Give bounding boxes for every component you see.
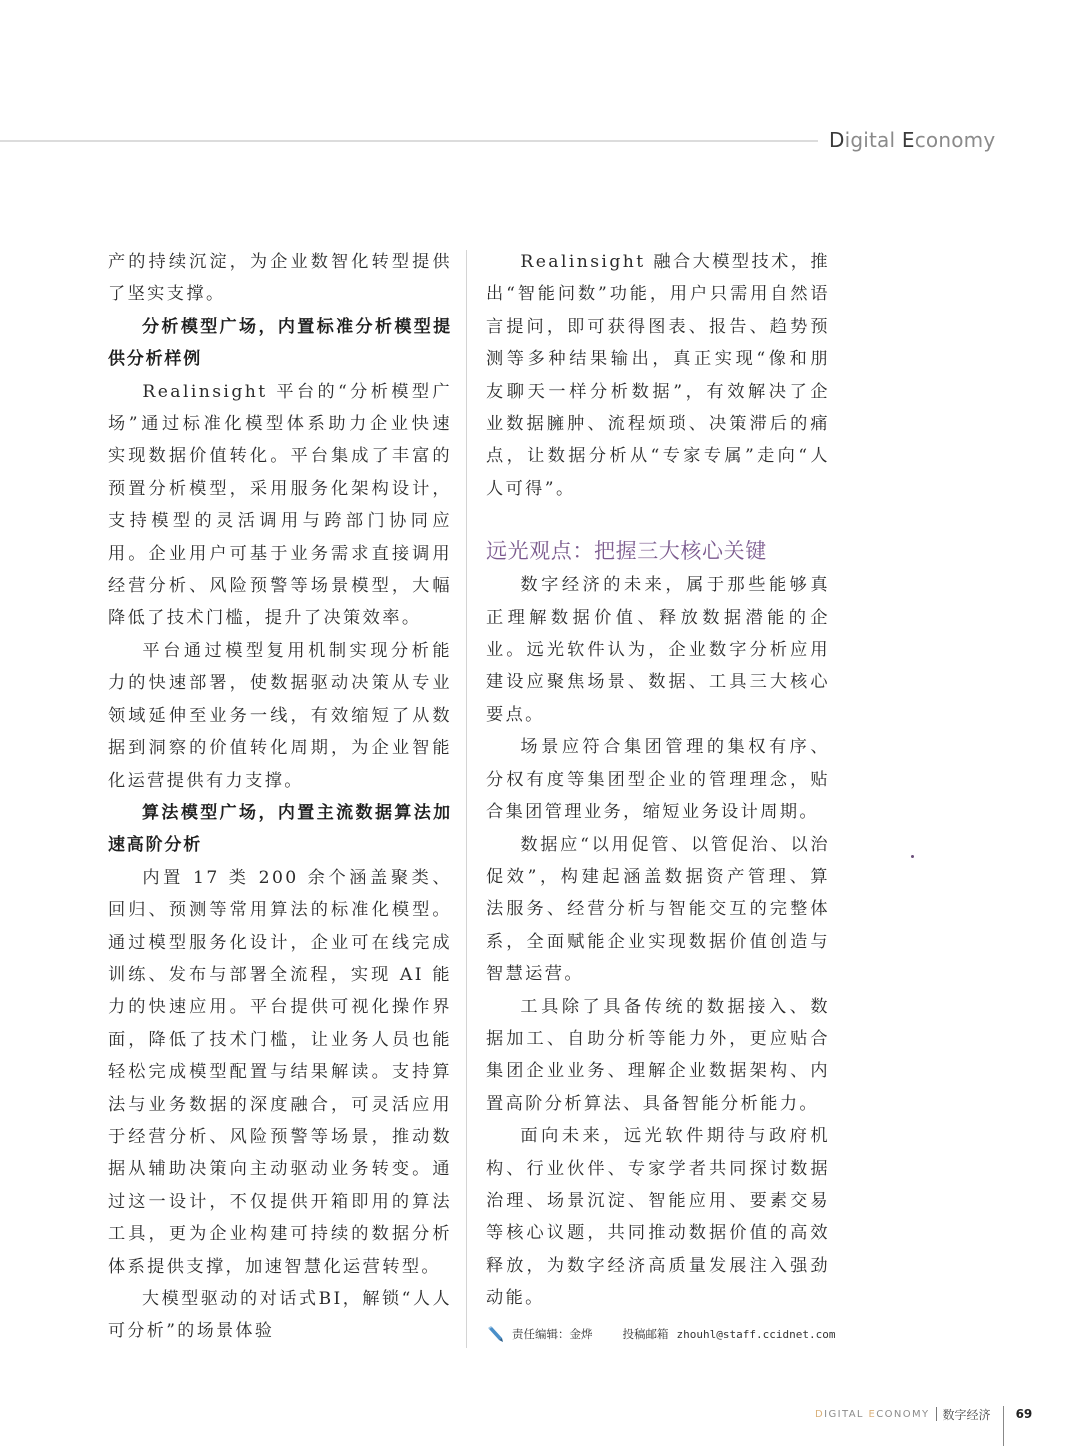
- page-number: 69: [1015, 1407, 1033, 1421]
- paragraph-continued: 产的持续沉淀，为企业数智化转型提供了坚实支撑。: [108, 252, 452, 305]
- paragraph: 数据应“以用促管、以管促治、以治促效”，构建起涵盖数据资产管理、算法服务、经营分析与智能交互的完整体系，全面赋能企业实现数据价值创造与智慧运营。: [486, 834, 830, 985]
- footer-brand: DIGITAL ECONOMY: [815, 1408, 930, 1420]
- header-title-cap-d: D: [829, 128, 845, 152]
- subheading-analysis-model-plaza: 分析模型广场，内置标准分析模型提供分析样例: [108, 316, 452, 370]
- paragraph: 场景应符合集团管理的集权有序、分权有度等集团型企业的管理理念，贴合集团管理业务，缩短业务设计周期。: [486, 737, 830, 823]
- decorative-dot: [911, 855, 914, 858]
- subheading-algorithm-model-plaza: 算法模型广场，内置主流数据算法加速高阶分析: [108, 802, 452, 856]
- paragraph: 数字经济的未来，属于那些能够真正理解数据价值、释放数据潜能的企业。远光软件认为，企业数字分析应用建设应聚焦场景、数据、工具三大核心要点。: [486, 575, 830, 725]
- paragraph: 面向未来，远光软件期待与政府机构、行业伙伴、专家学者共同探讨数据治理、场景沉淀、智能应用、要素交易等核心议题，共同推动数据价值的高效释放，为数字经济高质量发展注入强劲动能。: [486, 1126, 830, 1309]
- footer-separator: [936, 1407, 937, 1421]
- header-title-part2: conomy: [914, 128, 996, 152]
- left-column: [108, 246, 452, 1348]
- section-heading: 远光观点：把握三大核心关键: [486, 539, 767, 564]
- running-header-title: [829, 128, 995, 152]
- page-footer: [815, 1394, 1032, 1434]
- paragraph: Realinsight 平台的“分析模型广场”通过标准化模型体系助力企业快速实现数据价值转化。平台集成了丰富的预置分析模型，采用服务化架构设计，支持模型的灵活调用与跨部门协同应用。企业用户可基于业务需求直接调用经营分析、风险预警等场景模型，大幅降低了技术门槛，提升了决策效率。: [108, 381, 452, 629]
- paragraph: Realinsight 融合大模型技术，推出“智能问数”功能，用户只需用自然语言提问，即可获得图表、报告、趋势预测等多种结果输出，真正实现“像和朋友聊天一样分析数据”，有效解决了企业数据臃肿、流程烦琐、决策滞后的痛点，让数据分析从“专家专属”走向“人人可得”。: [486, 252, 830, 499]
- subheading-conversational-bi: 大模型驱动的对话式BI，解锁“人人可分析”的场景体验: [108, 1289, 452, 1342]
- column-divider: [466, 250, 467, 1348]
- header-rule: [0, 140, 818, 142]
- paragraph: 工具除了具备传统的数据接入、数据加工、自助分析等能力外，更应贴合集团企业业务、理解企业数据架构、内置高阶分析算法、具备智能分析能力。: [486, 996, 830, 1114]
- footer-vertical-rule: [1003, 1406, 1004, 1446]
- magazine-name: 数字经济: [942, 1407, 991, 1422]
- header-title-part1: igital: [844, 128, 902, 152]
- paragraph: 内置 17 类 200 余个涵盖聚类、回归、预测等常用算法的标准化模型。通过模型服务化设计，企业可在线完成训练、发布与部署全流程，实现 AI 能力的快速应用。平台提供可视化操作界面，降低了技术门槛，让业务人员也能轻松完成模型配置与结果解读。支持算法与业务数据的深度融合，可灵活应用于经营分析、风险预警等场景，推动数据从辅助决策向主动驱动业务转变。通过这一设计，不仅提供开箱即用的算法工具，更为企业构建可持续的数据分析体系提供支撑，加速智慧化运营转型。: [108, 867, 452, 1277]
- paragraph: 平台通过模型复用机制实现分析能力的快速部署，使数据驱动决策从专业领域延伸至业务一线，有效缩短了从数据到洞察的价值转化周期，为企业智能化运营提供有力支撑。: [108, 640, 452, 791]
- editor-credit: [486, 1325, 835, 1343]
- editor-name: 责任编辑：金烨: [512, 1327, 593, 1341]
- submission-email[interactable]: zhouhl@staff.ccidnet.com: [676, 1327, 836, 1341]
- email-label: 投稿邮箱: [622, 1327, 669, 1341]
- pencil-icon: [486, 1325, 504, 1343]
- header-title-cap-e: E: [901, 128, 915, 152]
- right-column: [486, 246, 830, 1315]
